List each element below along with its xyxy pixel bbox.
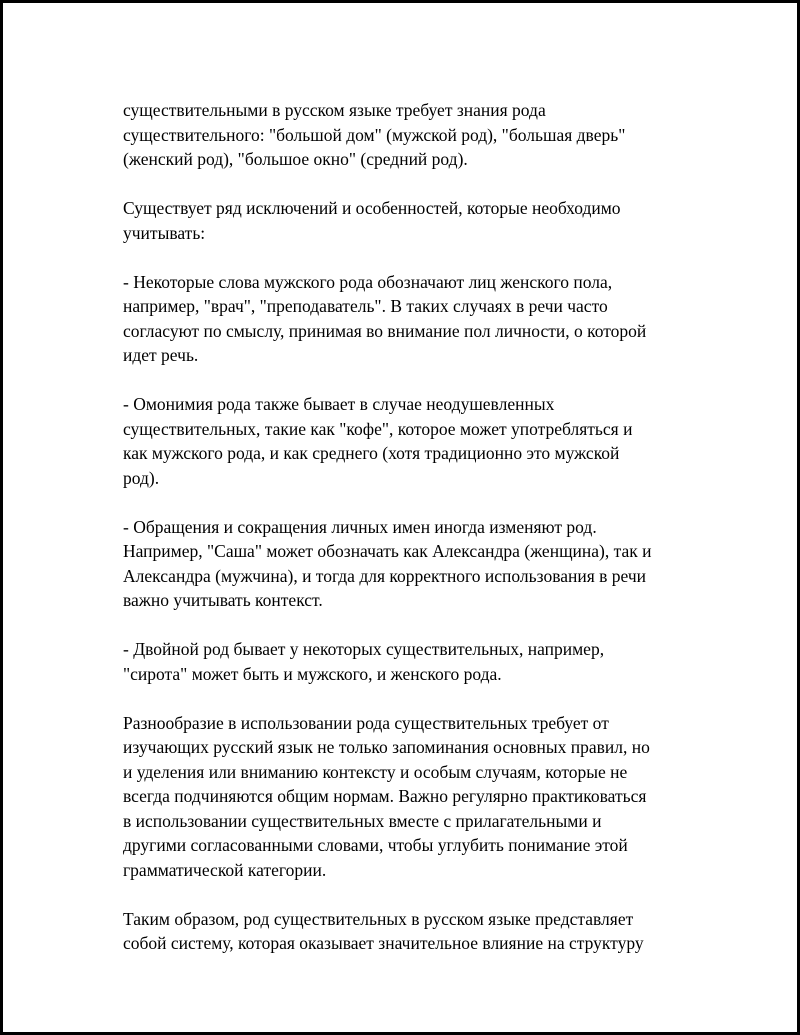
paragraph-3: - Некоторые слова мужского рода обозначают лиц женского пола, например, "врач", "преподаватель". В таких случаях в речи часто согласуют по смыслу, принимая во внимание пол личности, о которой идет речь. bbox=[123, 271, 647, 365]
paragraph-2: Существует ряд исключений и особенностей, которые необходимо учитывать: bbox=[123, 198, 621, 243]
paragraph-5: - Обращения и сокращения личных имен иногда изменяют род. Например, "Саша" может обозначать как Александра (женщина), так и Александра (мужчина), и тогда для корректного использования в речи важно учитывать контекст. bbox=[123, 516, 652, 610]
paragraph-1: существительными в русском языке требует знания рода существительного: "большой дом" (мужской род), "большая дверь" (женский род), "большое окно" (средний род). bbox=[123, 100, 626, 169]
page-content bbox=[123, 98, 683, 980]
paragraph-4: - Омонимия рода также бывает в случае неодушевленных существительных, такие как "кофе", которое может употребляться и как мужского рода, и как среднего (хотя традиционно это мужской род). bbox=[123, 394, 633, 488]
paragraph-6: - Двойной род бывает у некоторых существительных, например, "сирота" может быть и мужского, и женского рода. bbox=[123, 639, 605, 684]
paragraph-8: Таким образом, род существительных в русском языке представляет собой систему, которая оказывает значительное влияние на структуру bbox=[123, 908, 644, 953]
paragraph-7: Разнообразие в использовании рода существительных требует от изучающих русский язык не только запоминания основных правил, но и уделения или вниманию контексту и особым случаям, которые не всегда подчиняются общим нормам. Важно регулярно практиковаться в использовании существительных вместе с прилагательными и другими согласованными словами, чтобы углубить понимание этой грамматической категории. bbox=[123, 712, 650, 880]
